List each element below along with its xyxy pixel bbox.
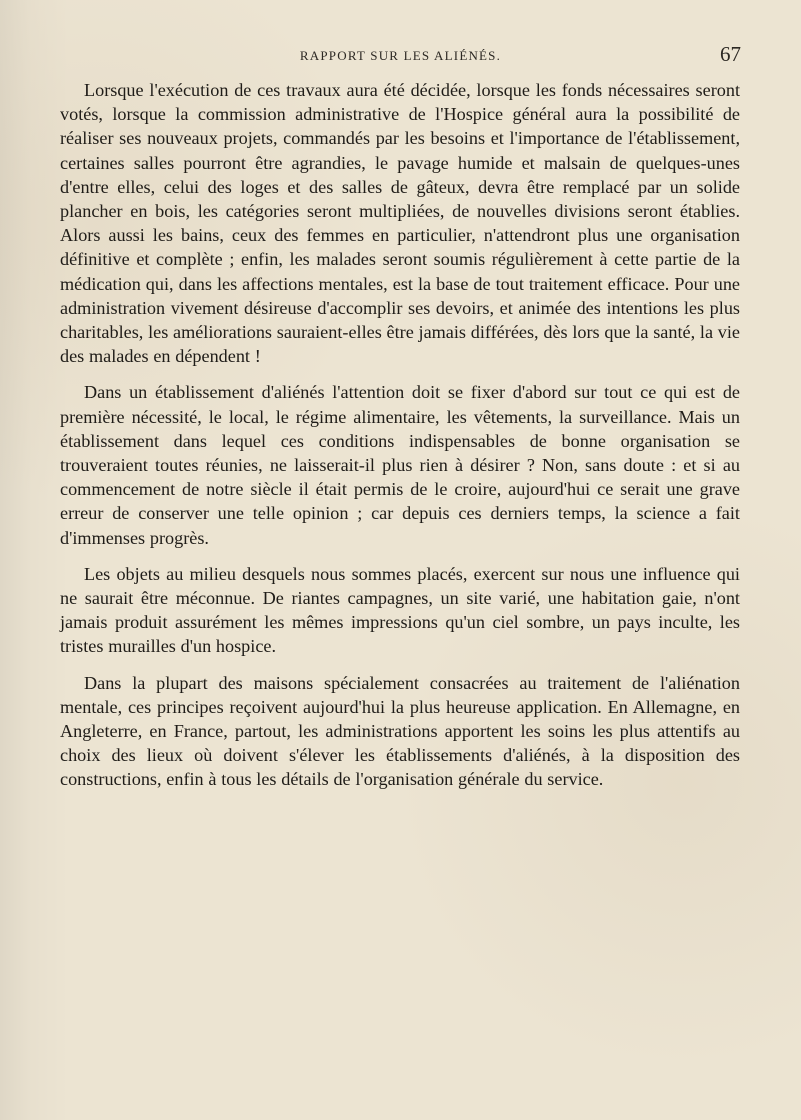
paragraph-3: Les objets au milieu desquels nous sommes placés, exercent sur nous une influence qui ne saurait être méconnue. De riantes campagnes, un site varié, une habitation gaie, n'ont jamais produit assurément les mêmes impressions qu'un ciel sombre, un pays inculte, les tristes murailles d'un hospice. xyxy=(60,563,740,657)
main-text xyxy=(60,78,740,792)
page-number: 67 xyxy=(720,42,741,66)
paragraph-2: Dans un établissement d'aliénés l'attention doit se fixer d'abord sur tout ce qui est de première nécessité, le local, le régime alimentaire, les vêtements, la surveillance. Mais un établissement dans lequel ces conditions indispensables de bonne organisation se trouveraient toutes réunies, ne laisserait-il plus rien à désirer ? Non, sans doute : et si au commencement de notre siècle il était permis de le croire, aujourd'hui ce serait une grave erreur de conserver une telle opinion ; car depuis ces derniers temps, la science a fait d'immenses progrès. xyxy=(60,382,740,548)
page-header xyxy=(60,42,741,72)
paragraph-1: Lorsque l'exécution de ces travaux aura été décidée, lorsque les fonds nécessaires seront votés, lorsque la commission administrative de l'Hospice général aura la possibilité de réaliser ses nouveaux projets, commandés par les besoins et l'importance de l'établissement, certaines salles pourront être agrandies, le pavage humide et malsain de quelques-unes d'entre elles, celui des loges et des salles de gâteux, devra être remplacé par un solide plancher en bois, les catégories seront multipliées, de nouvelles divisions seront établies. Alors aussi les bains, ceux des femmes en particulier, n'attendront plus une organisation définitive et complète ; enfin, les malades seront soumis régulièrement à cette partie de la médication qui, dans les affections mentales, est la base de tout traitement efficace. Pour une administration vivement désireuse d'accomplir ses devoirs, et animée des intentions les plus charitables, les améliorations sauraient-elles être jamais différées, dès lors que la santé, la vie des malades en dépendent ! xyxy=(60,80,740,367)
paragraph-4: Dans la plupart des maisons spécialement consacrées au traitement de l'aliénation mentale, ces principes reçoivent aujourd'hui la plus heureuse application. En Allemagne, en Angleterre, en France, partout, les administrations apportent les soins les plus attentifs au choix des lieux où doivent s'élever les établissements d'aliénés, à la disposition des constructions, enfin à tous les détails de l'organisation générale du service. xyxy=(60,672,740,790)
running-title: RAPPORT SUR LES ALIÉNÉS. xyxy=(299,48,502,63)
